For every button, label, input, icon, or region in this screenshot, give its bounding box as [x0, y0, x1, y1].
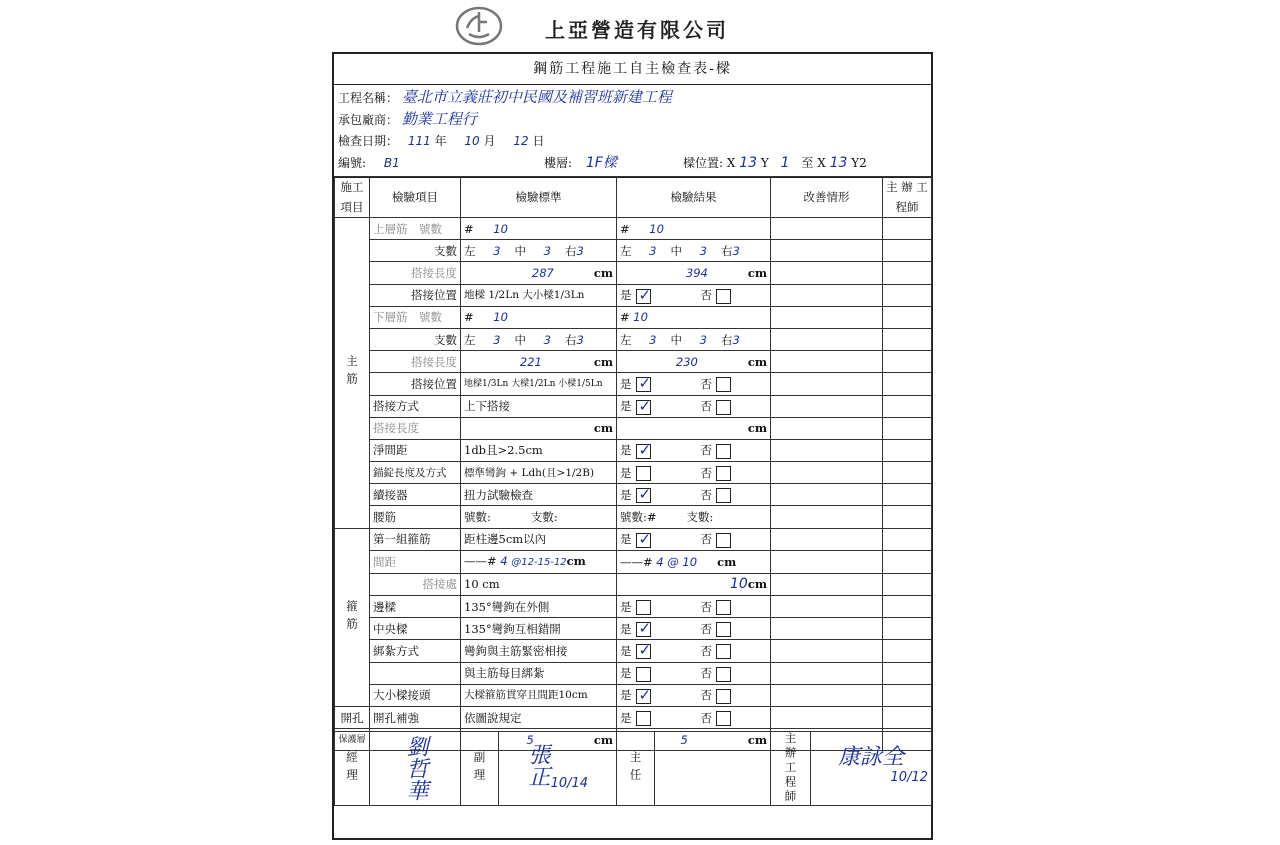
item-bottom-lap-pos: 搭接位置 — [370, 373, 461, 395]
table-row — [335, 573, 932, 595]
yes-checkbox[interactable] — [636, 466, 651, 481]
date-month: 10 — [464, 134, 480, 148]
col-standard: 檢驗標準 — [461, 177, 617, 218]
yes-checkbox[interactable]: ✓ — [636, 622, 651, 637]
std-tie-each: 與主筋每目綁紮 — [461, 662, 617, 684]
project-info — [334, 85, 931, 178]
signature-table — [334, 731, 932, 806]
table-row — [335, 240, 932, 262]
group-stirrup: 箍筋 — [335, 528, 370, 706]
company-logo-icon — [455, 6, 503, 46]
item-edge-beam: 邊樑 — [370, 596, 461, 618]
item-bottom-lap: 搭接長度 — [370, 351, 461, 373]
table-row — [335, 395, 932, 417]
col-result: 檢驗結果 — [617, 177, 771, 218]
item-tie-method: 綁紮方式 — [370, 640, 461, 662]
res-tie-method: 是 ✓ 否 — [617, 640, 771, 662]
date-label: 檢查日期： — [338, 134, 399, 148]
res-tie-each: 是 否 — [617, 662, 771, 684]
company-name: 上亞營造有限公司 — [545, 18, 729, 42]
form-title: 鋼筋工程施工自主檢查表-樑 — [334, 54, 931, 85]
date-day: 12 — [513, 134, 529, 148]
res-coupler: 是 ✓ 否 — [617, 484, 771, 506]
pos-x1: 13 — [739, 155, 758, 171]
beam-position-field — [683, 153, 867, 173]
std-bottom-size: # 10 — [461, 306, 617, 328]
res-first-stirrup: 是 ✓ 否 — [617, 528, 771, 550]
std-coupler: 扭力試驗檢查 — [461, 484, 617, 506]
table-row — [335, 684, 932, 706]
project-label: 工程名稱： — [338, 91, 399, 105]
std-clear-spacing: 1db且>2.5cm — [461, 439, 617, 461]
table-row — [335, 662, 932, 684]
yes-checkbox[interactable] — [636, 667, 651, 682]
table-row — [335, 351, 932, 373]
no-checkbox[interactable] — [716, 711, 731, 726]
item-top-lap: 搭接長度 — [370, 262, 461, 284]
yes-checkbox[interactable]: ✓ — [636, 289, 651, 304]
item-coupler: 續接器 — [370, 484, 461, 506]
std-anchor: 標準彎鉤 + Ldh(且>1/2B) — [461, 462, 617, 484]
item-top-lap-pos: 搭接位置 — [370, 284, 461, 306]
item-spacing: 間距 — [370, 550, 461, 573]
manager-signature: 劉哲華 — [370, 732, 461, 806]
std-center-beam: 135°彎鉤互相錯開 — [461, 618, 617, 640]
res-cover: 5 cm — [617, 729, 771, 751]
std-top-lap-pos: 地樑 1/2Ln 大小樑1/3Ln — [461, 284, 617, 306]
std-beam-joint: 大樑箍筋貫穿且間距10cm — [461, 684, 617, 706]
inspection-form — [332, 52, 933, 840]
director-signature — [655, 732, 771, 806]
col-improve: 改善情形 — [771, 177, 883, 218]
contractor-value: 勤業工程行 — [401, 110, 477, 128]
std-cover: 5 cm — [461, 729, 617, 751]
item-center-beam: 中央樑 — [370, 618, 461, 640]
table-row — [335, 550, 932, 573]
no-checkbox[interactable] — [716, 689, 731, 704]
table-row — [335, 262, 932, 284]
res-beam-joint: 是 ✓ 否 — [617, 684, 771, 706]
floor-field — [544, 153, 617, 173]
floor-label: 樓層: — [544, 156, 573, 170]
res-clear-spacing: 是 ✓ 否 — [617, 439, 771, 461]
res-lap-method: 是 ✓ 否 — [617, 395, 771, 417]
item-bottom-count: 支數 — [370, 328, 461, 350]
item-opening: 開孔補強 — [370, 706, 461, 728]
no-checkbox[interactable] — [716, 600, 731, 615]
date-day-unit: 日 — [532, 134, 545, 148]
floor-value: 1F樑 — [585, 155, 617, 171]
pos-x2: 13 — [829, 155, 848, 171]
std-lap-place: 10 cm — [461, 573, 617, 595]
col-item: 檢驗項目 — [370, 177, 461, 218]
date-year-unit: 年 — [434, 134, 447, 148]
std-top-lap: 287 cm — [461, 262, 617, 284]
yes-checkbox[interactable]: ✓ — [636, 644, 651, 659]
pos-y-label: Y — [760, 156, 769, 170]
manager-label: 經理 — [335, 732, 370, 806]
res-bottom-size: # 10 — [617, 306, 771, 328]
no-checkbox[interactable] — [716, 622, 731, 637]
group-cover: 保護層 — [335, 729, 370, 751]
pos-y1: 1 — [780, 155, 790, 171]
res-top-lap: 394 cm — [617, 262, 771, 284]
table-row — [335, 706, 932, 728]
yes-checkbox[interactable] — [636, 711, 651, 726]
item-first-stirrup: 第一組箍筋 — [370, 528, 461, 550]
project-line — [338, 87, 672, 107]
res-waist: 號數:# 支數: — [617, 506, 771, 528]
std-lap-method: 上下搭接 — [461, 395, 617, 417]
item-lap-length: 搭接長度 — [370, 417, 461, 439]
std-top-count: 左 3 中 3 右3 — [461, 240, 617, 262]
no-checkbox[interactable] — [716, 400, 731, 415]
yes-checkbox[interactable]: ✓ — [636, 444, 651, 459]
table-row — [335, 306, 932, 328]
table-row — [335, 439, 932, 461]
yes-checkbox[interactable]: ✓ — [636, 689, 651, 704]
res-spacing: ——# 4 @ 10 cm — [617, 550, 771, 573]
date-month-unit: 月 — [483, 134, 496, 148]
res-lap-length: cm — [617, 417, 771, 439]
std-waist: 號數: 支數: — [461, 506, 617, 528]
table-row — [335, 528, 932, 550]
position-label: 樑位置: X — [683, 156, 736, 170]
number-value: B1 — [383, 156, 400, 170]
res-anchor: 是 否 — [617, 462, 771, 484]
no-checkbox[interactable] — [716, 644, 731, 659]
group-opening: 開孔 — [335, 706, 370, 728]
item-lap-method: 搭接方式 — [370, 395, 461, 417]
project-value: 臺北市立義莊初中民國及補習班新建工程 — [401, 88, 672, 106]
engineer-signature: 康詠全 10/12 — [811, 732, 932, 806]
item-clear-spacing: 淨間距 — [370, 439, 461, 461]
table-row — [335, 462, 932, 484]
res-lap-place: 10cm — [617, 573, 771, 595]
res-edge-beam: 是 否 — [617, 596, 771, 618]
yes-checkbox[interactable]: ✓ — [636, 400, 651, 415]
item-top-count: 支數 — [370, 240, 461, 262]
no-checkbox[interactable] — [716, 444, 731, 459]
std-top-size: # 10 — [461, 218, 617, 240]
deputy-label: 副理 — [461, 732, 499, 806]
letterhead — [455, 6, 755, 46]
number-label: 編號: — [338, 156, 367, 170]
no-checkbox[interactable] — [716, 488, 731, 503]
contractor-label: 承包廠商： — [338, 113, 399, 127]
yes-checkbox[interactable]: ✓ — [636, 377, 651, 392]
col-section: 施工項目 — [335, 177, 370, 218]
std-spacing: ——# 4 @12-15-12cm — [461, 550, 617, 573]
director-label: 主任 — [617, 732, 655, 806]
col-engineer: 主 辦 工程師 — [883, 177, 932, 218]
signature-row — [335, 732, 932, 806]
item-top-bar: 上層筋 號數 — [370, 218, 461, 240]
std-opening: 依圖說規定 — [461, 706, 617, 728]
inspection-table — [334, 176, 932, 751]
location-line — [338, 153, 928, 173]
table-row — [335, 218, 932, 240]
res-top-size: # 10 — [617, 218, 771, 240]
item-anchor: 錨錠長度及方式 — [370, 462, 461, 484]
res-opening: 是 否 — [617, 706, 771, 728]
item-beam-joint: 大小樑接頭 — [370, 684, 461, 706]
date-year: 111 — [407, 134, 431, 148]
no-checkbox[interactable] — [716, 533, 731, 548]
table-header — [335, 177, 932, 218]
engineer-label: 主辦工程師 — [771, 732, 811, 806]
table-row — [335, 484, 932, 506]
table-row — [335, 417, 932, 439]
contractor-line — [338, 109, 477, 129]
std-bottom-count: 左 3 中 3 右3 — [461, 328, 617, 350]
item-lap-place: 搭接處 — [370, 573, 461, 595]
date-line — [338, 131, 545, 151]
res-top-lap-pos: 是 ✓ 否 — [617, 284, 771, 306]
res-bottom-count: 左 3 中 3 右3 — [617, 328, 771, 350]
yes-checkbox[interactable]: ✓ — [636, 533, 651, 548]
table-row — [335, 640, 932, 662]
table-row — [335, 284, 932, 306]
item-waist: 腰筋 — [370, 506, 461, 528]
pos-y2-label: Y2 — [851, 156, 867, 170]
table-row — [335, 328, 932, 350]
res-top-count: 左 3 中 3 右3 — [617, 240, 771, 262]
no-checkbox[interactable] — [716, 466, 731, 481]
group-main-rebar: 主筋 — [335, 218, 370, 529]
yes-checkbox[interactable]: ✓ — [636, 488, 651, 503]
std-lap-length: cm — [461, 417, 617, 439]
std-bottom-lap: 221 cm — [461, 351, 617, 373]
std-first-stirrup: 距柱邊5cm以內 — [461, 528, 617, 550]
item-bottom-bar: 下層筋 號數 — [370, 306, 461, 328]
no-checkbox[interactable] — [716, 289, 731, 304]
pos-to: 至 X — [801, 156, 826, 170]
std-bottom-lap-pos: 地樑1/3Ln 大樑1/2Ln 小樑1/5Ln — [461, 373, 617, 395]
table-row — [335, 596, 932, 618]
res-bottom-lap-pos: 是 ✓ 否 — [617, 373, 771, 395]
no-checkbox[interactable] — [716, 377, 731, 392]
deputy-signature: 張正 10/14 — [499, 732, 617, 806]
table-row — [335, 506, 932, 528]
res-center-beam: 是 ✓ 否 — [617, 618, 771, 640]
yes-checkbox[interactable] — [636, 600, 651, 615]
std-tie-method: 彎鉤與主筋緊密相接 — [461, 640, 617, 662]
table-row — [335, 618, 932, 640]
res-bottom-lap: 230 cm — [617, 351, 771, 373]
table-row — [335, 373, 932, 395]
std-edge-beam: 135°彎鉤在外側 — [461, 596, 617, 618]
no-checkbox[interactable] — [716, 667, 731, 682]
